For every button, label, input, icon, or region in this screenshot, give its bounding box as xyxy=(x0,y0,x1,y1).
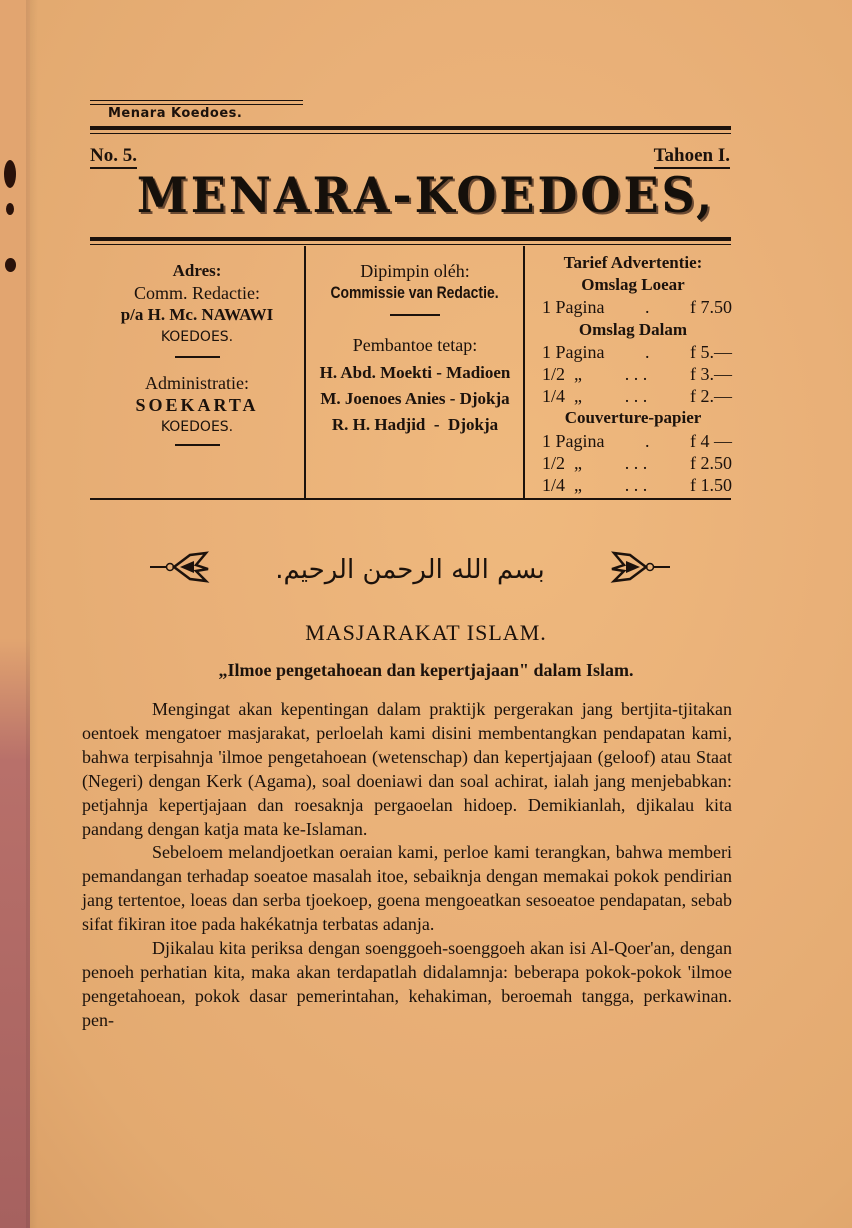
tariff-size: 1/2 „ xyxy=(542,452,582,473)
address-label: Adres: xyxy=(172,261,222,280)
running-head: Menara Koedoes. xyxy=(108,106,243,121)
tariff-row xyxy=(528,430,738,452)
tariff-price: f 7.50 xyxy=(690,297,732,318)
contributor: M. Joenoes Anies - Djokja xyxy=(320,389,510,408)
tariff-price: f 1.50 xyxy=(690,475,732,496)
tariff-row xyxy=(528,385,738,407)
admin-name: SOEKARTA xyxy=(135,395,259,415)
tariff-section-heading: Couverture-papier xyxy=(564,408,702,428)
bismillah-text: بسم الله الرحمن الرحيم. xyxy=(275,555,545,585)
tariff-size: 1/4 „ xyxy=(542,386,582,407)
masthead-thin-rule xyxy=(90,244,731,245)
bismillah-row xyxy=(150,545,670,595)
tariff-row xyxy=(528,296,738,318)
tariff-size: 1 Pagina xyxy=(542,297,605,318)
editorial-label: Comm. Redactie: xyxy=(134,283,260,303)
editorial-city: KOEDOES. xyxy=(160,329,234,345)
tariff-price: f 2.— xyxy=(690,386,732,407)
divider xyxy=(175,444,220,446)
divider xyxy=(175,356,220,358)
tariff-row xyxy=(528,452,738,474)
divider xyxy=(390,314,440,316)
admin-label: Administratie: xyxy=(145,373,249,393)
header-thin-rule xyxy=(90,133,731,134)
article-title: MASJARAKAT ISLAM. xyxy=(305,620,547,645)
masthead-thick-rule xyxy=(90,237,731,241)
tariff-dots: . . . xyxy=(624,452,648,473)
header-thick-rule xyxy=(90,126,731,130)
tariff-size: 1 Pagina xyxy=(542,430,605,451)
article-subtitle: „Ilmoe pengetahoean dan kepertjajaan" dalam Islam. xyxy=(218,660,634,680)
tariff-dots: . xyxy=(645,297,650,318)
ink-stain xyxy=(5,258,16,272)
article-paragraph: Mengingat akan kepentingan dalam praktijk pergerakan jang bertjita-tjitakan oentoek mengatoer masjarakat, perloelah kami disini membentangkan pendapatan kami, bahwa terpisahnja 'ilmoe pengetahoean (wetenschap) dan kepertjajaan (geloof) atau Staat (Negeri) dengan Kerk (Agama), soal doeniawi dan soal achirat, ialah jang menjebabkan: petjahnja kepertjajaan dan roesaknja pergaoelan hidoep. Demikianlah, djikalau kita pandang dengan katja mata ke-Islaman. xyxy=(82,699,732,839)
tariff-price: f 2.50 xyxy=(690,452,732,473)
contributor: R. H. Hadjid - Djokja xyxy=(331,415,499,434)
tariff-size: 1 Pagina xyxy=(542,341,605,362)
article-body xyxy=(82,698,732,1033)
tariff-price: f 3.— xyxy=(690,364,732,385)
ornament-right-icon xyxy=(610,549,670,592)
admin-city: KOEDOES. xyxy=(160,419,234,435)
article-paragraph: Sebeloem melandjoetkan oeraian kami, perloe kami terangkan, bahwa memberi pemandangan terhadap soeatoe masalah itoe, sebaiknja dengan memakai pokok pendirian jang tertentoe, loeas dan serba tjoekoep, goena mengoeatkan sesoeatoe pendapatan, sebab sifat fikiran itoe pada hakékatnja terbatas adanja. xyxy=(82,842,732,935)
editorial-name: p/a H. Mc. NAWAWI xyxy=(120,305,274,324)
tariff-price: f 5.— xyxy=(690,341,732,362)
tariff-row xyxy=(528,474,738,496)
issue-year: Tahoen I. xyxy=(654,145,730,169)
ornament-left-icon xyxy=(150,549,210,592)
issue-number: No. 5. xyxy=(90,145,137,169)
tariff-title: Tarief Advertentie: xyxy=(563,253,703,272)
header-top-rule xyxy=(90,100,303,101)
tariff-price: f 4 — xyxy=(690,430,732,451)
tariff-dots: . xyxy=(645,341,650,362)
masthead-title: MENARA-KOEDOES, xyxy=(136,166,716,224)
editors-column xyxy=(306,248,524,498)
tariff-size: 1/4 „ xyxy=(542,475,582,496)
info-box-bottom-rule xyxy=(90,498,731,500)
tariff-dots: . xyxy=(645,430,650,451)
tariff-size: 1/2 „ xyxy=(542,364,582,385)
tariff-row xyxy=(528,341,738,363)
tariff-dots: . . . xyxy=(624,386,648,407)
led-by: Commissie van Redactie. xyxy=(330,283,500,302)
tariff-section-heading: Omslag Loear xyxy=(581,275,685,295)
article-paragraph: Djikalau kita periksa dengan soenggoeh-soenggoeh akan isi Al-Qoer'an, dengan penoeh perhatian kita, maka akan terdapatlah didalamnja: beberapa pokok-pokok 'ilmoe pengetahoean, pokok dasar pemerintahan, kehakiman, beroemah tangga, perkawinan. pen- xyxy=(82,938,732,1030)
tariff-column xyxy=(528,248,738,498)
tariff-dots: . . . xyxy=(624,364,648,385)
contributors-label: Pembantoe tetap: xyxy=(352,335,478,355)
contributor: H. Abd. Moekti - Madioen xyxy=(319,363,511,382)
tariff-dots: . . . xyxy=(624,475,648,496)
led-by-label: Dipimpin oléh: xyxy=(360,261,470,281)
address-column xyxy=(90,248,304,498)
header-top-rule xyxy=(90,104,303,105)
tariff-row xyxy=(528,363,738,385)
tariff-section-heading: Omslag Dalam xyxy=(578,319,688,339)
